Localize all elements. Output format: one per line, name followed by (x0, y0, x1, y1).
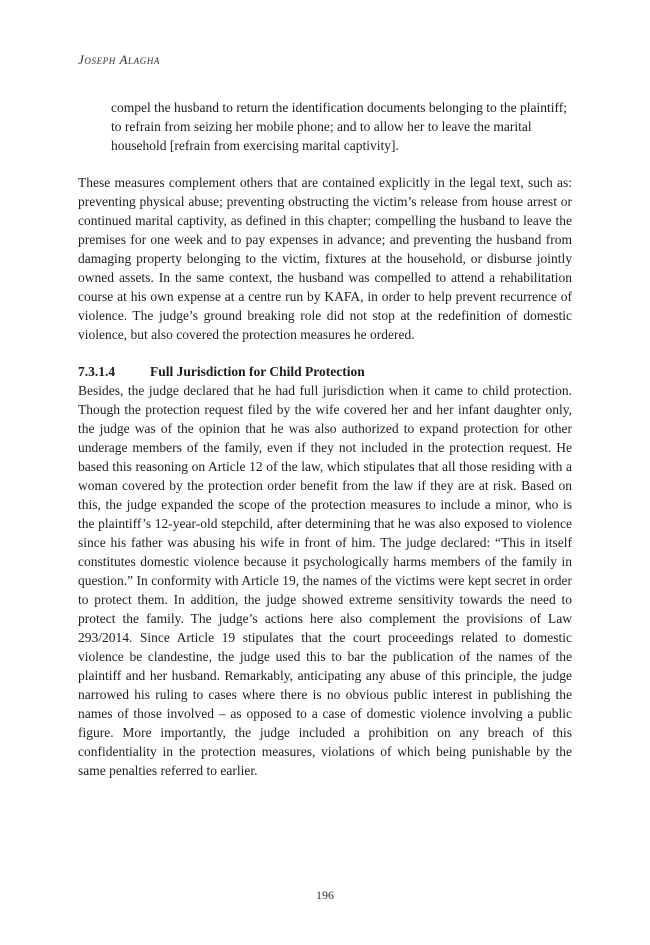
body-paragraph-2: Besides, the judge declared that he had full jurisdiction when it came to child protection. Though the protection request filed by the wife covered her and her infant daughter only, the judge was of the opinion that he was also authorized to expand protection for other underage members of the family, even if they not included in the protection request. He based this reasoning on Article 12 of the law, which stipulates that all those residing with a woman covered by the protection order benefit from the law if they are at risk. Based on this, the judge expanded the scope of the protection measures to include a minor, who is the plaintiff’s 12-year-old stepchild, after determining that he was also exposed to violence since his father was abusing his wife in front of him. The judge declared: “This in itself constitutes domestic violence because it psychologically harms members of the family in question.” In conformity with Article 19, the names of the victims were kept secret in order to protect them. In addition, the judge showed extreme sensitivity towards the need to protect the family. The judge’s actions here also complement the provisions of Law 293/2014. Since Article 19 stipulates that the court proceedings related to domestic violence be clandestine, the judge used this to bar the publication of the names of the plaintiff and her husband. Remarkably, anticipating any abuse of this principle, the judge narrowed his ruling to cases where there is no obvious public interest in publishing the names of those involved – as opposed to a case of domestic violence involving a public figure. More importantly, the judge included a prohibition on any breach of this confidentiality in the protection measures, violations of which being punishable by the same penalties referred to earlier. (78, 383, 572, 778)
section-title: Full Jurisdiction for Child Protection (150, 364, 365, 379)
running-head: Joseph Alagha (78, 52, 161, 67)
body-paragraph-1: These measures complement others that are contained explicitly in the legal text, such as: preventing physical abuse; preventing obstructing the victim’s release from house arrest or continued marital captivity, as defined in this chapter; compelling the husband to leave the premises for one week and to pay expenses in advance; and preventing the husband from damaging property belonging to the victim, fixtures at the household, or disburse jointly owned assets. In the same context, the husband was compelled to attend a rehabilitation course at his own expense at a centre run by KAFA, in order to help prevent recurrence of violence. The judge’s ground breaking role did not stop at the redefinition of domestic violence, but also covered the protection measures he ordered. (78, 175, 572, 342)
block-quote: compel the husband to return the identification documents belonging to the plaintiff; to refrain from seizing her mobile phone; and to allow her to leave the marital household [refrain from exercising marital captivity]. (111, 100, 568, 153)
section-number: 7.3.1.4 (78, 364, 116, 379)
section-heading (78, 362, 572, 381)
page-number: 196 (316, 888, 334, 902)
page-body (78, 98, 572, 780)
